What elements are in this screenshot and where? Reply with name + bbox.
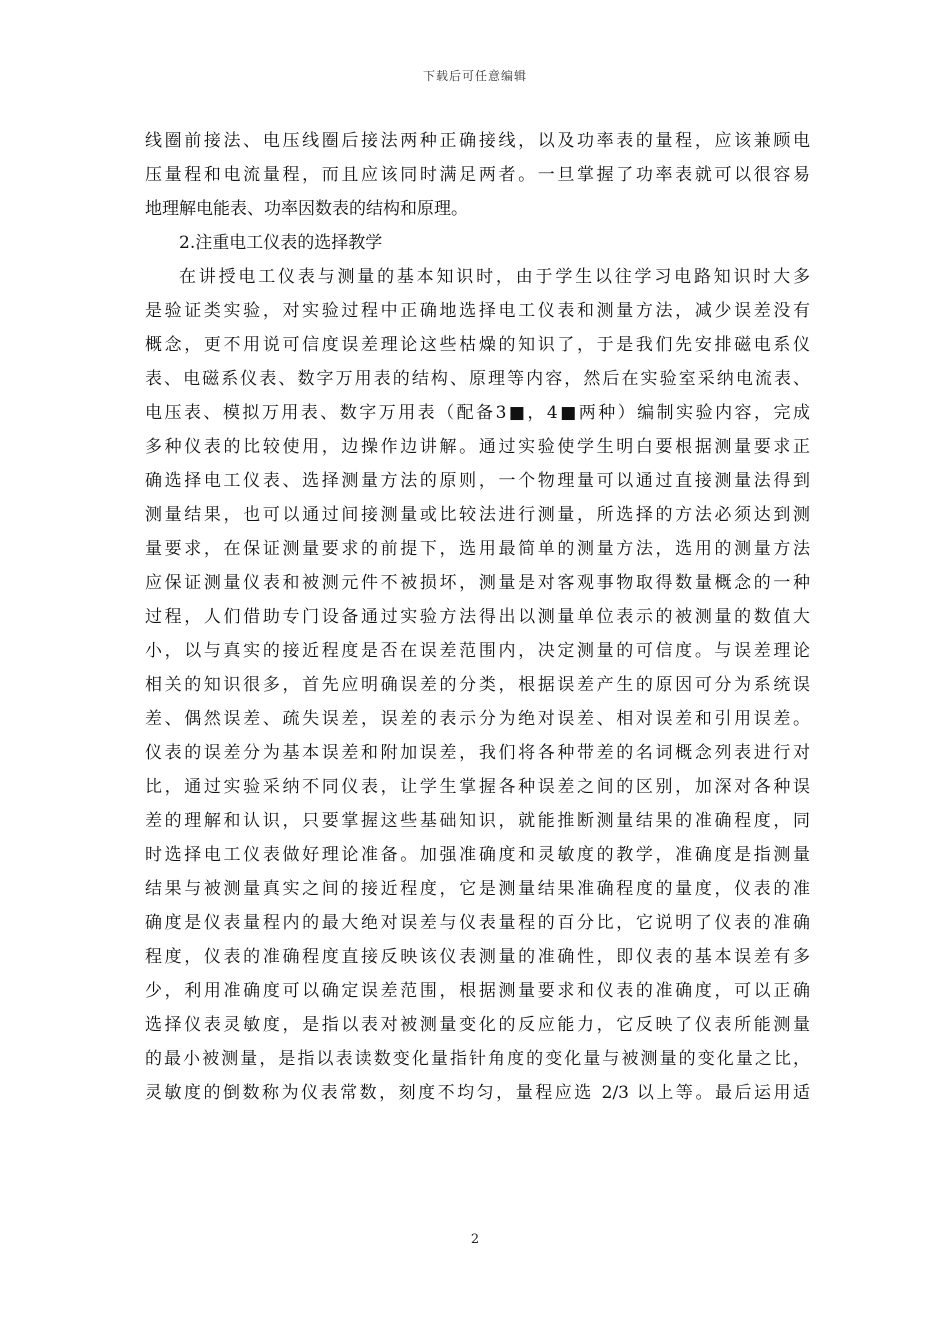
text-line: 应保证测量仪表和被测元件不被损坏，测量是对客观事物取得数量概念的一种: [145, 573, 810, 593]
page-header: 下载后可任意编辑: [422, 69, 527, 83]
text-line: 程度，仪表的准确程度直接反映该仪表测量的准确性，即仪表的基本误差有多: [145, 947, 810, 967]
text-line: 的最小被测量，是指以表读数变化量指针角度的变化量与被测量的变化量之比，: [145, 1049, 810, 1069]
text-line: 时选择电工仪表做好理论准备。加强准确度和灵敏度的教学，准确度是指测量: [145, 845, 810, 865]
text-line: 差、偶然误差、疏失误差，误差的表示分为绝对误差、相对误差和引用误差。: [145, 709, 810, 729]
document-body: [145, 124, 810, 1110]
text-line: 确度是仪表量程内的最大绝对误差与仪表量程的百分比，它说明了仪表的准确: [145, 913, 810, 933]
text-line: 差的理解和认识，只要掌握这些基础知识，就能推断测量结果的准确程度，同: [145, 811, 810, 831]
text-line: 测量结果，也可以通过间接测量或比较法进行测量，所选择的方法必须达到测: [145, 505, 810, 525]
text-line: 线圈前接法、电压线圈后接法两种正确接线，以及功率表的量程，应该兼顾电: [145, 131, 810, 151]
text-line: 比，通过实验采纳不同仪表，让学生掌握各种误差之间的区别，加深对各种误: [145, 777, 810, 797]
text-line: 选择仪表灵敏度，是指以表对被测量变化的反应能力，它反映了仪表所能测量: [145, 1015, 810, 1035]
section-heading: [145, 226, 810, 260]
text-line: 仪表的误差分为基本误差和附加误差，我们将各种带差的名词概念列表进行对: [145, 743, 810, 763]
paragraph-instrument-selection: [145, 260, 810, 1110]
text-line: 在讲授电工仪表与测量的基本知识时，由于学生以往学习电路知识时大多: [179, 267, 810, 287]
text-line: 小，以与真实的接近程度是否在误差范围内，决定测量的可信度。与误差理论: [145, 641, 810, 661]
page-number: 2: [470, 1232, 480, 1247]
text-line: 电压表、模拟万用表、数字万用表（配备3■，4■两种）编制实验内容，完成: [145, 403, 810, 423]
text-line: 相关的知识很多，首先应明确误差的分类，根据误差产生的原因可分为系统误: [145, 675, 810, 695]
text-line: 过程，人们借助专门设备通过实验方法得出以测量单位表示的被测量的数值大: [145, 607, 810, 627]
text-line: 表、电磁系仪表、数字万用表的结构、原理等内容，然后在实验室采纳电流表、: [145, 369, 810, 389]
text-line: 灵敏度的倒数称为仪表常数，刻度不均匀，量程应选 2/3 以上等。最后运用适: [145, 1083, 810, 1103]
text-line: 是验证类实验，对实验过程中正确地选择电工仪表和测量方法，减少误差没有: [145, 301, 810, 321]
text-line: 少，利用准确度可以确定误差范围，根据测量要求和仪表的准确度，可以正确: [145, 981, 810, 1001]
text-line: 地理解电能表、功率因数表的结构和原理。: [145, 199, 468, 219]
text-line: 压量程和电流量程，而且应该同时满足两者。一旦掌握了功率表就可以很容易: [145, 165, 810, 185]
text-line: 概念，更不用说可信度误差理论这些枯燥的知识了，于是我们先安排磁电系仪: [145, 335, 810, 355]
text-line: 确选择电工仪表、选择测量方法的原则，一个物理量可以通过直接测量法得到: [145, 471, 810, 491]
text-line: 量要求，在保证测量要求的前提下，选用最简单的测量方法，选用的测量方法: [145, 539, 810, 559]
text-line: 多种仪表的比较使用，边操作边讲解。通过实验使学生明白要根据测量要求正: [145, 437, 810, 457]
text-line: 结果与被测量真实之间的接近程度，它是测量结果准确程度的量度，仪表的准: [145, 879, 810, 899]
section-heading-text: 2.注重电工仪表的选择教学: [179, 233, 383, 253]
paragraph-power-meter: [145, 124, 810, 226]
